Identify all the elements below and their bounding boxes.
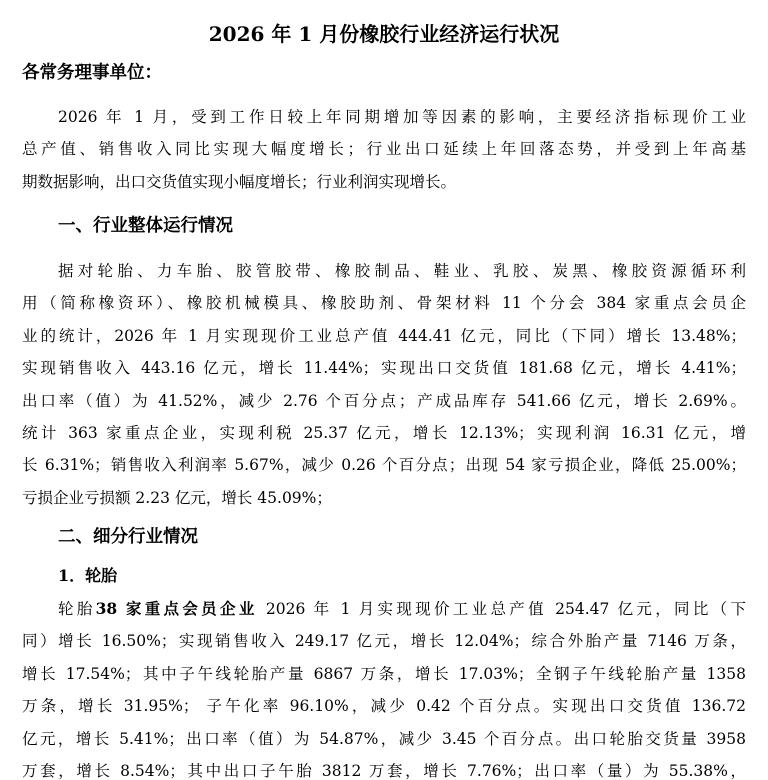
paragraph-line: 期数据影响，出口交货值实现小幅度增长；行业利润实现增长。 [22, 172, 457, 191]
subsection-heading-tires: 1．轮胎 [58, 566, 118, 585]
section-heading-overall: 一、行业整体运行情况 [58, 216, 233, 236]
tires-paragraph [22, 593, 746, 780]
paragraph-line: 业的统计，2026 年 1 月实现现价工业总产值 444.41 亿元，同比（下同）增长 13.48%； [22, 326, 746, 345]
paragraph-line: 统计 363 家重点企业，实现利税 25.37 亿元，增长 12.13%；实现利润 16.31 亿元，增 [22, 423, 746, 442]
tires-first-line-rest: 2026 年 1 月实现现价工业总产值 254.47 亿元，同比（下 [257, 600, 746, 618]
section-heading-segments: 二、细分行业情况 [58, 527, 198, 547]
paragraph-line: 出口率（值）为 41.52%，减少 2.76 个百分点；产成品库存 541.66 亿元，增长 2.69%。 [22, 391, 746, 410]
salutation: 各常务理事单位： [22, 63, 162, 83]
paragraph-line: 同）增长 16.50%；实现销售收入 249.17 亿元，增长 12.04%；综合外胎产量 7146 万条， [22, 632, 746, 651]
paragraph-line: 万条，增长 31.95%； 子午化率 96.10%，减少 0.42 个百分点。实现出口交货值 136.72 [22, 697, 746, 716]
paragraph-line: 亏损企业亏损额 2.23 亿元，增长 45.09%； [22, 488, 332, 507]
paragraph-line: 亿元，增长 5.41%；出口率（值）为 54.87%，减少 3.45 个百分点。出口轮胎交货量 3958 [22, 729, 746, 748]
paragraph-line: 增长 17.54%；其中子午线轮胎产量 6867 万条，增长 17.03%；全钢子午线轮胎产量 1358 [22, 664, 746, 683]
tires-prefix: 轮胎 [58, 600, 96, 618]
tires-bold-phrase: 38 家重点会员企业 [95, 599, 258, 618]
paragraph-line: 2026 年 1 月，受到工作日较上年同期增加等因素的影响，主要经济指标现价工业 [58, 108, 746, 126]
paragraph-line: 用（简称橡资环）、橡胶机械模具、橡胶助剂、骨架材料 11 个分会 384 家重点会员企 [22, 294, 746, 313]
paragraph-line: 万套，增长 8.54%；其中出口子午胎 3812 万套，增长 7.76%；出口率（量）为 55.38%， [22, 761, 746, 780]
paragraph-line [22, 593, 746, 625]
paragraph-line: 总产值、销售收入同比实现大幅度增长；行业出口延续上年回落态势，并受到上年高基 [22, 140, 746, 159]
overall-paragraph [22, 255, 746, 514]
paragraph-line: 实现销售收入 443.16 亿元，增长 11.44%；实现出口交货值 181.68 亿元，增长 4.41%； [22, 359, 746, 378]
paragraph-line: 长 6.31%；销售收入利润率 5.67%，减少 0.26 个百分点；出现 54 家亏损企业，降低 25.00%； [22, 456, 746, 475]
paragraph-line: 据对轮胎、力车胎、胶管胶带、橡胶制品、鞋业、乳胶、炭黑、橡胶资源循环利 [58, 262, 746, 280]
intro-paragraph [22, 101, 746, 198]
document-title: 2026 年 1 月份橡胶行业经济运行状况 [208, 22, 560, 46]
